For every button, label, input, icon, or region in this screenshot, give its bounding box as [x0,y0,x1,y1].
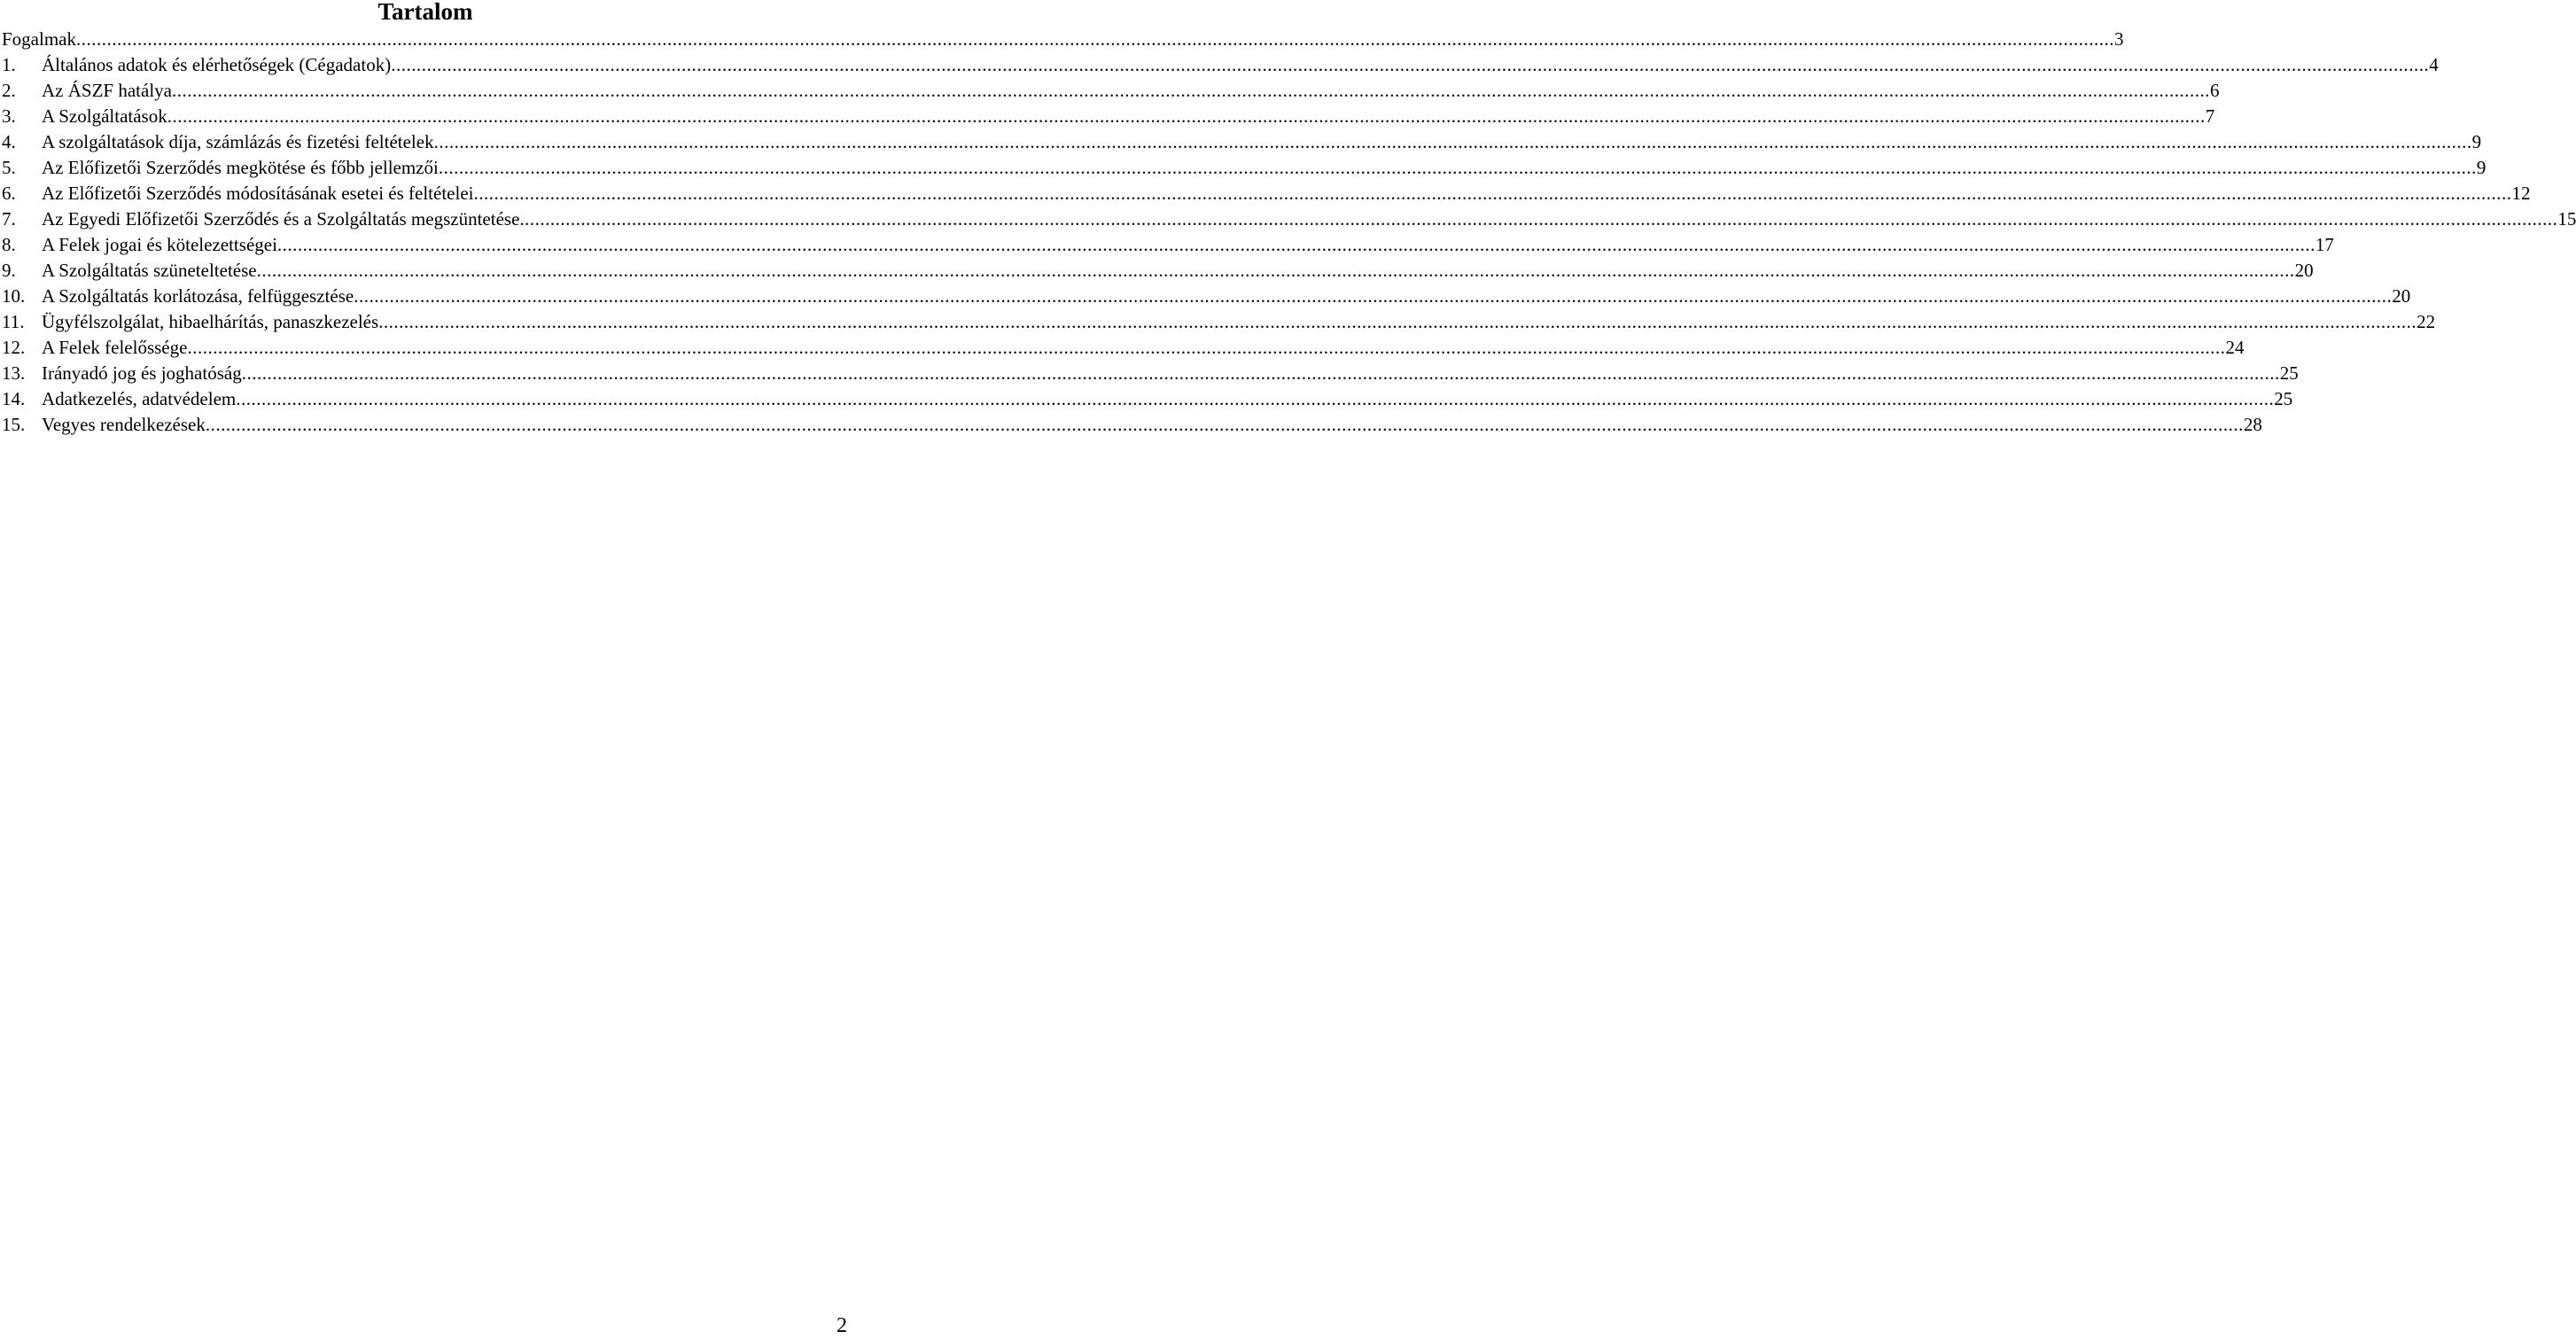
toc-leader-dots [473,181,2511,206]
toc-entry-number: 8. [2,234,16,255]
toc-entry-10[interactable] [2,284,2411,309]
toc-entry-number: 1. [2,54,16,75]
toc-leader-dots [277,232,2315,258]
toc-entry-page: 25 [2279,362,2299,384]
toc-entry-title: Az Egyedi Előfizetői Szerződés és a Szolgáltatás megszüntetése [42,208,520,230]
toc-entry-title: Irányadó jog és joghatóság [42,362,242,384]
toc-entry-13[interactable] [2,361,2299,386]
toc-entry-title: A szolgáltatások díja, számlázás és fizetési feltételek [42,131,434,152]
toc-entry-page: 3 [2114,28,2124,50]
toc-entry-6[interactable] [2,181,2531,206]
toc-leader-dots [187,335,2225,361]
toc-entry-page: 12 [2511,183,2531,204]
toc-entry-number: 10. [2,285,26,307]
toc-entry-page: 15 [2557,208,2576,230]
toc-entry-title: Ügyfélszolgálat, hibaelhárítás, panaszkezelés [42,311,379,332]
toc-entry-title: Az ÁSZF hatálya [42,80,172,101]
toc-leader-dots [434,129,2472,155]
toc-entry-title: Adatkezelés, adatvédelem [42,388,237,409]
toc-entry-number: 5. [2,157,16,178]
toc-entry-1[interactable] [2,52,2439,78]
toc-entry-number: 11. [2,311,25,332]
toc-entry-4[interactable] [2,129,2482,155]
toc-entry-page: 6 [2209,80,2220,101]
toc-entry-15[interactable] [2,412,2262,438]
toc-leader-dots [378,309,2416,335]
toc-entry-page: 9 [2476,157,2487,178]
toc-entry-page: 28 [2243,414,2262,435]
toc-entry-page: 17 [2315,234,2334,255]
toc-leader-dots [236,386,2274,412]
toc-entry-title: A Felek jogai és kötelezettségei [42,234,277,255]
toc-entry-number: 12. [2,337,26,358]
toc-leader-dots [206,412,2244,438]
toc-entry-title: A Szolgáltatások [42,105,167,127]
toc-entry-page: 20 [2392,285,2411,307]
toc-entry-number: 4. [2,131,16,152]
toc-entry-page: 4 [2429,54,2439,75]
toc-entry-number: 15. [2,414,26,435]
toc-entry-9[interactable] [2,258,2314,284]
toc-entry-title: Általános adatok és elérhetőségek (Cégadatok) [42,54,392,75]
toc-entry-number: 3. [2,105,16,127]
toc-entry-number: 9. [2,260,16,281]
toc-entry-12[interactable] [2,335,2245,361]
toc-entry-page: 9 [2471,131,2482,152]
toc-leader-dots [167,104,2206,129]
toc-entry-2[interactable] [2,78,2220,104]
toc-entry-page: 20 [2294,260,2314,281]
toc-title: Tartalom [377,0,473,25]
toc-leader-dots [76,27,2114,52]
toc-entry-page: 24 [2225,337,2245,358]
toc-entry-number: 14. [2,388,26,409]
toc-leader-dots [172,78,2210,104]
toc-entry-number: 2. [2,80,16,101]
toc-entry-11[interactable] [2,309,2436,335]
toc-entry-3[interactable] [2,104,2215,129]
toc-entry-title: A Felek felelőssége [42,337,188,358]
toc-leader-dots [439,155,2477,181]
toc-entry-8[interactable] [2,232,2334,258]
toc-entry-fogalmak[interactable] [2,27,2124,52]
toc-entry-title: A Szolgáltatás korlátozása, felfüggesztése [42,285,354,307]
toc-entry-title: A Szolgáltatás szüneteltetése [42,260,257,281]
toc-leader-dots [391,52,2429,78]
toc-entry-title: Fogalmak [2,28,76,50]
toc-entry-7[interactable] [2,206,2576,232]
toc-entry-number: 7. [2,208,16,230]
toc-entry-page: 22 [2416,311,2436,332]
toc-entry-title: Az Előfizetői Szerződés módosításának esetei és feltételei [42,183,474,204]
toc-entry-number: 6. [2,183,16,204]
toc-list [2,27,2576,438]
toc-entry-title: Vegyes rendelkezések [42,414,206,435]
toc-leader-dots [519,206,2557,232]
toc-entry-page: 7 [2205,105,2215,127]
toc-entry-14[interactable] [2,386,2293,412]
toc-leader-dots [257,258,2295,284]
page-number: 2 [837,1314,847,1337]
toc-entry-title: Az Előfizetői Szerződés megkötése és főbb jellemzői [42,157,439,178]
toc-entry-page: 25 [2274,388,2293,409]
toc-leader-dots [242,361,2280,386]
toc-entry-5[interactable] [2,155,2487,181]
toc-leader-dots [354,284,2392,309]
toc-entry-number: 13. [2,362,26,384]
